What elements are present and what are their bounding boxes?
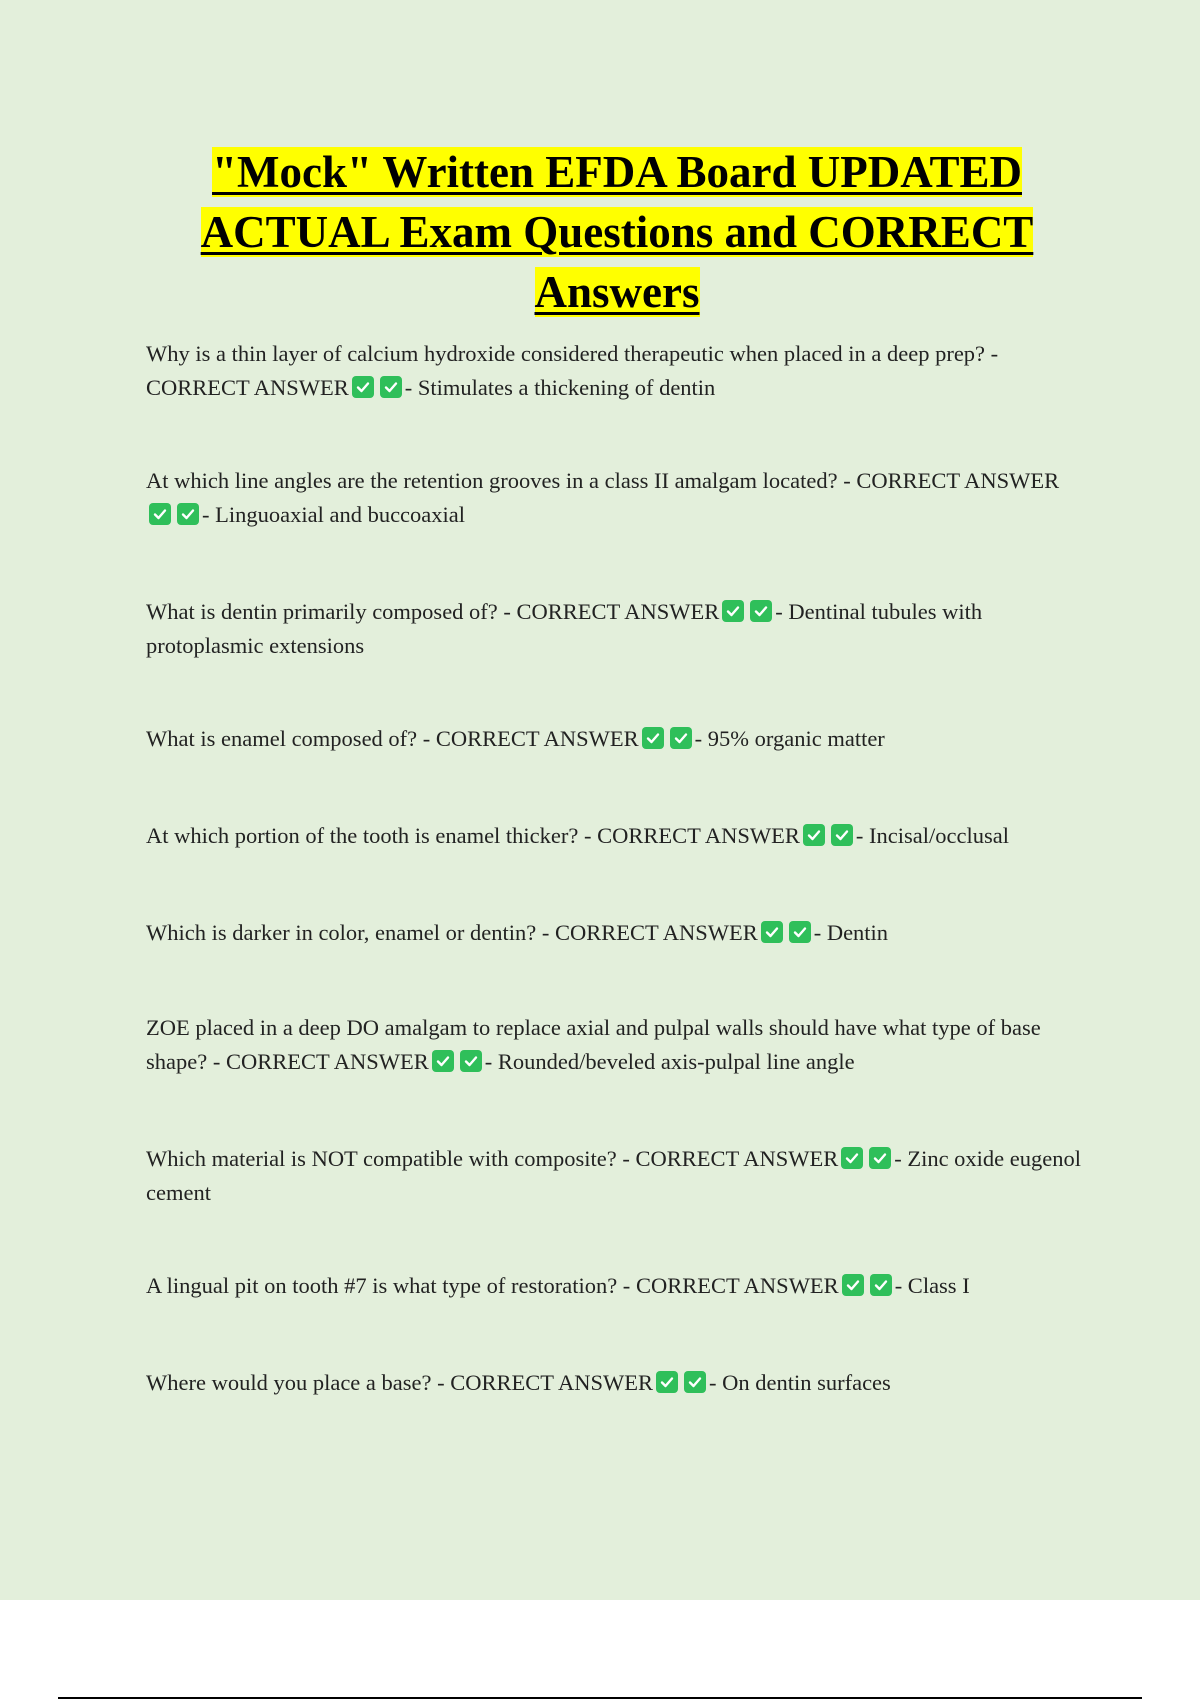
check-mark-icon	[803, 824, 825, 846]
answer-text: - On dentin surfaces	[708, 1370, 891, 1395]
check-mark-icon	[789, 921, 811, 943]
correct-answer-label: CORRECT ANSWER	[146, 375, 349, 400]
qa-item	[146, 337, 1086, 405]
question-text: A lingual pit on tooth #7 is what type of restoration? -	[146, 1273, 631, 1298]
check-mark-icon	[870, 1274, 892, 1296]
correct-answer-label: CORRECT ANSWER	[450, 1370, 653, 1395]
correct-answer-label: CORRECT ANSWER	[435, 726, 639, 751]
check-mark-icon	[670, 727, 692, 749]
question-text: ZOE placed in a deep DO amalgam to replace axial and pulpal walls should have what type of base shape? -	[146, 1015, 1041, 1074]
correct-answer-label: CORRECT ANSWER	[225, 1049, 429, 1074]
check-mark-icon	[831, 824, 853, 846]
check-mark-icon	[432, 1050, 454, 1072]
question-text: Which material is NOT compatible with composite? -	[146, 1146, 630, 1171]
qa-item	[146, 916, 1086, 950]
question-text: Which is darker in color, enamel or dentin? -	[146, 920, 550, 945]
question-text: What is enamel composed of? -	[146, 726, 431, 751]
answer-text: - Incisal/occlusal	[855, 823, 1009, 848]
footer-divider	[58, 1697, 1142, 1699]
question-text: Where would you place a base? -	[146, 1370, 445, 1395]
check-mark-icon	[761, 921, 783, 943]
qa-item	[146, 1142, 1086, 1210]
qa-item	[146, 464, 1086, 532]
correct-answer-label: CORRECT ANSWER	[597, 823, 800, 848]
check-mark-icon	[380, 376, 402, 398]
qa-item	[146, 819, 1086, 853]
check-mark-icon	[869, 1147, 891, 1169]
check-mark-icon	[149, 503, 171, 525]
answer-text: - Class I	[894, 1273, 970, 1298]
title-line-2: ACTUAL Exam Questions and CORRECT	[200, 207, 1034, 257]
qa-item	[146, 1011, 1086, 1079]
check-mark-icon	[460, 1050, 482, 1072]
answer-text: - Rounded/beveled axis-pulpal line angle	[484, 1049, 855, 1074]
check-mark-icon	[841, 1147, 863, 1169]
document-title	[100, 142, 1134, 322]
qa-item	[146, 1366, 1086, 1400]
check-mark-icon	[722, 600, 744, 622]
qa-item	[146, 595, 1086, 663]
check-mark-icon	[750, 600, 772, 622]
check-mark-icon	[177, 503, 199, 525]
check-mark-icon	[684, 1371, 706, 1393]
qa-item	[146, 722, 1086, 756]
answer-text: - 95% organic matter	[694, 726, 885, 751]
check-mark-icon	[352, 376, 374, 398]
answer-text: - Linguoaxial and buccoaxial	[202, 502, 466, 527]
correct-answer-label: CORRECT ANSWER	[554, 920, 758, 945]
correct-answer-label: CORRECT ANSWER	[635, 1273, 839, 1298]
answer-text: - Zinc oxide eugenol cement	[146, 1146, 1082, 1205]
correct-answer-label: CORRECT ANSWER	[516, 599, 720, 624]
title-line-3: Answers	[534, 267, 700, 317]
question-text: What is dentin primarily composed of? -	[146, 599, 511, 624]
qa-item	[146, 1269, 1086, 1303]
question-text: At which portion of the tooth is enamel thicker? -	[146, 823, 592, 848]
correct-answer-label: CORRECT ANSWER	[635, 1146, 839, 1171]
answer-text: - Stimulates a thickening of dentin	[404, 375, 716, 400]
check-mark-icon	[842, 1274, 864, 1296]
answer-text: - Dentinal tubules with protoplasmic extensions	[146, 599, 983, 658]
question-text: Why is a thin layer of calcium hydroxide considered therapeutic when placed in a deep prep? -	[146, 341, 999, 366]
answer-text: - Dentin	[813, 920, 889, 945]
check-mark-icon	[642, 727, 664, 749]
title-line-1: "Mock" Written EFDA Board UPDATED	[212, 147, 1022, 197]
correct-answer-label: CORRECT ANSWER	[856, 468, 1060, 493]
question-text: At which line angles are the retention grooves in a class II amalgam located? -	[146, 468, 851, 493]
check-mark-icon	[656, 1371, 678, 1393]
